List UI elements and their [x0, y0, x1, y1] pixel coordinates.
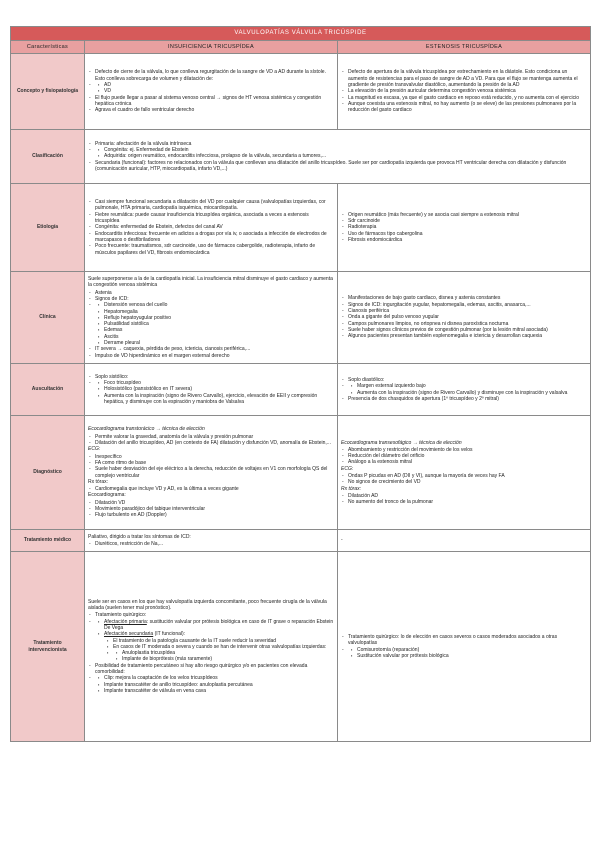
list-item: ▪ Implante transcatéter de anillo tricuspídeo: anuloplastia percutánea	[104, 682, 334, 688]
list-item: ▪ Aumenta con la inspiración (signo de Rivero Carvallo), ejercicio, elevación de EEII y compresión hepática, y disminuye con la espiración y maniobra de Valsalva	[104, 393, 334, 406]
list-item: - Uso de fármacos tipo cabergolina	[348, 231, 587, 237]
list-item: - No signos de crecimiento del VD	[348, 479, 587, 485]
list-item: ▪ En casos de IT moderada o severa y cuando se han de intervenir otras valvulopatías izquierdas:	[113, 644, 334, 650]
cell-medico-est: -	[338, 530, 591, 552]
paragraph: Suele superponerse a la de la cardiopatía inicial. La insuficiencia mitral disminuye el gasto cardiaco y aumenta la congestión venosa sistémica	[88, 276, 333, 289]
header-insufficiency: INSUFICIENCIA TRICUSPÍDEA	[85, 41, 338, 54]
cell-intervencionista-ins	[85, 552, 338, 742]
list-item: ▪ Edemas	[104, 327, 334, 333]
list-item: - No aumento del tronco de la pulmonar	[348, 499, 587, 505]
list-item: ▪ - Congénita: ej. Enfermedad de Ebstein	[104, 147, 587, 153]
list-item: ▪ - AD	[104, 82, 334, 88]
list-item: ▪ VD	[104, 88, 334, 94]
row-etiologia	[11, 184, 591, 272]
cell-concepto-ins	[85, 54, 338, 130]
list-item: - Movimiento paradójico del tabique interventricular	[95, 506, 334, 512]
list-item: - Soplo sistólico:	[95, 374, 334, 380]
list-item: ▪ - Distensión venosa del cuello	[104, 302, 334, 308]
list-item: - El flujo puede llegar a pasar al sistema venoso central → signos de HT venosa sistémica y congestión hepática crónica	[95, 95, 334, 108]
list-item: - Inespecífico	[95, 454, 334, 460]
table-title: VALVULOPATÍAS VÁLVULA TRICÚSPIDE	[11, 27, 591, 41]
list-item: - Posibilidad de tratamiento percutáneo si hay alto riesgo quirúrgico y/o en pacientes con elevada comorbilidad:	[95, 663, 334, 676]
paragraph: ECG:	[88, 446, 101, 453]
list-item: - Defecto de apertura de la válvula tricuspídea por estrechamiento en la diástole. Esto condiciona un aumento de resistencias para el paso de sangre de AD a VD. Para que el flujo se mantenga aumenta el gradiente de presión transvalvular diastólico, aumentando la presión de la AD	[348, 69, 587, 88]
row-label-etiologia: Etiología	[11, 184, 85, 272]
list-item: - Presencia de dos chasquidos de apertura (1º tricuspídeo y 2º mitral)	[348, 396, 587, 402]
list-item: - Soplo diastólico:	[348, 377, 587, 383]
list-item: ▪ Pulsatilidad sistólica	[104, 321, 334, 327]
list-item: - Ondas P picudas en AD (DII y VI), aunque la mayoría de veces hay FA	[348, 473, 587, 479]
list-item: - FA como ritmo de base	[95, 460, 334, 466]
list-item: ▪ - Foco tricuspídeo	[104, 380, 334, 386]
list-item: - Suele haber signos clínicos previos de congestión pulmonar (por la lesión mitral asociada)	[348, 327, 587, 333]
list-item: - IT severa → caquexia, pérdida de peso, ictericia, cianosis periférica,...	[95, 346, 334, 352]
underlined-label: Afectación primaria	[104, 618, 147, 625]
cell-auscultacion-ins	[85, 364, 338, 416]
paragraph: Ecocardiograma transesofágico → técnica de elección	[341, 439, 462, 446]
list-item: - Diuréticos, restricción de Na,...	[95, 541, 334, 547]
list-item: ▪ Reflujo hepatoyugular positivo	[104, 315, 334, 321]
list-item: - Signos de ICD:	[95, 296, 334, 302]
underlined-label: Afectación secundaria	[104, 631, 154, 638]
paragraph: Rx tórax:	[88, 478, 109, 485]
list-item: - Agrava el cuadro de fallo ventricular derecho	[95, 107, 334, 113]
cell-intervencionista-est	[338, 552, 591, 742]
list-item: - Radioterapia	[348, 224, 587, 230]
list-item: - Poco frecuente: traumatismos, sdr carcinoide, uso de fármacos cabergolide, radioterapia, infarto de músculos papilares del VD, fibrosis endomiocárdica	[95, 243, 334, 256]
paragraph: Ecocardiograma:	[88, 492, 126, 499]
list-item: - Cardiomegalia que incluye VD y AD, es la última a veces gigante	[95, 486, 334, 492]
list-item: - Defecto de cierre de la válvula, lo que conlleva regurgitación de la sangre de VD a AD durante la sístole. Esto conlleva sobrecarga de volumen y dilatación de:	[95, 69, 334, 82]
list-item: - Dilatación AD	[348, 493, 587, 499]
cell-clasificacion	[85, 130, 591, 184]
row-label-concepto: Concepto y fisiopatología	[11, 54, 85, 130]
list-item: - Endocarditis infecciosa: frecuente en adictos a drogas por vía iv, o asociada a infección de electrodos de marcapasos o desfibriladores	[95, 231, 334, 244]
header-stenosis: ESTENOSIS TRICUSPÍDEA	[338, 41, 591, 54]
list-item: ▪ Aumenta con la inspiración (signo de Rivero Carvallo) y disminuye con la inspiración y valsalva	[357, 390, 587, 396]
list-item: - Congénita: enfermedad de Ebstein, defectos del canal AV	[95, 224, 334, 230]
paragraph: Suele ser en casos en los que hay valvulopatía izquierda concomitante, poco frecuente cirugía de la válvula aislada (suelen tener mal pronóstico).	[88, 598, 327, 612]
list-item: - Tratamiento quirúrgico: lo de elección en casos severos o casos moderados asociados a otras valvulopatías	[348, 634, 587, 647]
row-label-auscultacion: Auscultación	[11, 364, 85, 416]
row-diagnostico	[11, 416, 591, 530]
list-item: ▪ ▪ Anuloplastia tricuspídea	[122, 650, 334, 656]
list-item: - Abombamiento y restricción del movimiento de los velos	[348, 447, 587, 453]
list-item	[104, 631, 334, 662]
list-item: ▪ Derrame pleural	[104, 340, 334, 346]
list-item: - Dilatación VD	[95, 500, 334, 506]
cell-clinica-est	[338, 272, 591, 364]
list-item: - Reducción del diámetro del orificio	[348, 453, 587, 459]
row-label-medico: Tratamiento médico	[11, 530, 85, 552]
list-item: ▪ Hepatomegalia	[104, 309, 334, 315]
list-item: - Campos pulmonares limpios, no ortopnea ni disnea paroxística nocturna	[348, 321, 587, 327]
list-item: - Secundaria (funcional): factores no relacionados con la válvula que conllevan una dilatación del anillo tricuspídeo. Suele ser por cardiopatía izquierda que provoca HT ventricular derecha con dilatación y disfunción (comunicación auricular, HTP, miocardiopatía, infarto VD,...)	[95, 160, 587, 173]
row-intervencionista	[11, 552, 591, 742]
list-item: ▪ Holosistólico (pansistólico en IT severa)	[104, 386, 334, 392]
list-item: - Algunos pacientes presentan también esplenomegalia e ictericia y desarrollan caquexia	[348, 333, 587, 339]
text: (IT funcional):	[153, 631, 186, 638]
cell-auscultacion-est	[338, 364, 591, 416]
list-item: ▪ El tratamiento de la patología causante de la IT suele reducir la severidad	[113, 638, 334, 644]
list-item: - La magnitud es escasa, ya que el gasto cardiaco en reposo está reducido, y no aumenta con el ejercicio	[348, 95, 587, 101]
cell-clinica-ins	[85, 272, 338, 364]
list-item: ▪ Adquirida: origen reumático, endocarditis infecciosa, prolapso de la válvula, secundaria a tumores,...	[104, 153, 587, 159]
row-label-clasificacion: Clasificación	[11, 130, 85, 184]
row-label-diagnostico: Diagnóstico	[11, 416, 85, 530]
list-item: - Signos de ICD: ingurgitación yugular, hepatomegalia, edemas, ascitis, anasarca,...	[348, 302, 587, 308]
list-item: - Dilatación del anillo tricuspídeo, AD (en contexto de FA) dilatación y disfunción VD, anomalía de Ebstein,...	[95, 440, 334, 446]
row-auscultacion	[11, 364, 591, 416]
list-item: - Primaria: afectación de la válvula intrínseca	[95, 141, 587, 147]
text: : sustitución valvular por prótesis biológica en caso de IT grave o reparación Ebstein De Vega	[104, 618, 334, 631]
list-item: ▪ - Clip: mejora la coaptación de los velos tricuspídeos	[104, 675, 334, 681]
list-item: ▪ Implante de bioprótesis (más raramente)	[122, 656, 334, 662]
paragraph: ECG:	[341, 465, 354, 472]
list-item: - Onda a gigante del pulso venoso yugular	[348, 314, 587, 320]
list-item: - Astenia	[95, 290, 334, 296]
valvulopathy-table	[10, 26, 591, 742]
cell-concepto-est	[338, 54, 591, 130]
list-item	[104, 619, 334, 632]
list-item: - Fibrosis endomiocárdica	[348, 237, 587, 243]
list-item: - Cianosis periférica	[348, 308, 587, 314]
list-item: - Tratamiento quirúrgico:	[95, 612, 334, 618]
list-item: - La elevación de la presión auricular determina congestión venosa sistémica	[348, 88, 587, 94]
list-item: - Sdr carcinoide	[348, 218, 587, 224]
list-item: - Flujo turbulento en AD (Doppler)	[95, 512, 334, 518]
list-item: ▪ Sustitución valvular por prótesis biológica	[357, 653, 587, 659]
row-label-intervencionista: Tratamiento intervencionista	[11, 552, 85, 742]
list-item: - Manifestaciones de bajo gasto cardiaco, disnea y astenia constantes	[348, 295, 587, 301]
cell-diagnostico-ins	[85, 416, 338, 530]
list-item: - Suele haber desviación del eje eléctrico a la derecha, reducción de voltajes en V1 con morfología QS del complejo ventricular	[95, 466, 334, 479]
list-item: - Fiebre reumática: puede causar insuficiencia tricuspídea orgánica, asociada a veces a estenosis tricuspídea	[95, 212, 334, 225]
list-item: - Casi siempre funcional secundaria a dilatación del VD por cualquier causa (valvulopatías izquierdas, cor pulmonale, HTA primaria, cardiopatía isquémica, miocardiopatía.	[95, 199, 334, 212]
row-label-clinica: Clínica	[11, 272, 85, 364]
cell-medico-ins	[85, 530, 338, 552]
list-item: - Origen reumático (más frecuente) y se asocia casi siempre a estenosis mitral	[348, 212, 587, 218]
cell-etiologia-ins	[85, 184, 338, 272]
row-concepto	[11, 54, 591, 130]
list-item: - Impulso de VD hiperdinámico en el margen esternal derecho	[95, 353, 334, 359]
list-item: ▪ Implante transcatéter de válvula en vena cava	[104, 688, 334, 694]
list-item: - Permite valorar la gravedad, anatomía de la válvula y presión pulmonar	[95, 434, 334, 440]
header-characteristics: Características	[11, 41, 85, 54]
list-item: - Aunque coexista una estenosis mitral, no hay aumento (o se eleve) de las presiones pulmonares por la reducción del gasto cardiaco	[348, 101, 587, 114]
list-item: ▪ - Comisurotomía (reparación)	[357, 647, 587, 653]
paragraph: Rx tórax:	[341, 485, 362, 492]
cell-etiologia-est	[338, 184, 591, 272]
list-item: - Análogo a la estenosis mitral	[348, 459, 587, 465]
row-medico	[11, 530, 591, 552]
paragraph: Ecocardiograma transtorácico → técnica de elección	[88, 426, 205, 433]
cell-diagnostico-est	[338, 416, 591, 530]
list-item: ▪ - Margen esternal izquierdo bajo	[357, 383, 587, 389]
row-clinica	[11, 272, 591, 364]
paragraph: Paliativo, dirigido a tratar los síntomas de ICD:	[88, 533, 191, 540]
row-clasificacion	[11, 130, 591, 184]
list-item: ▪ Ascitis	[104, 334, 334, 340]
